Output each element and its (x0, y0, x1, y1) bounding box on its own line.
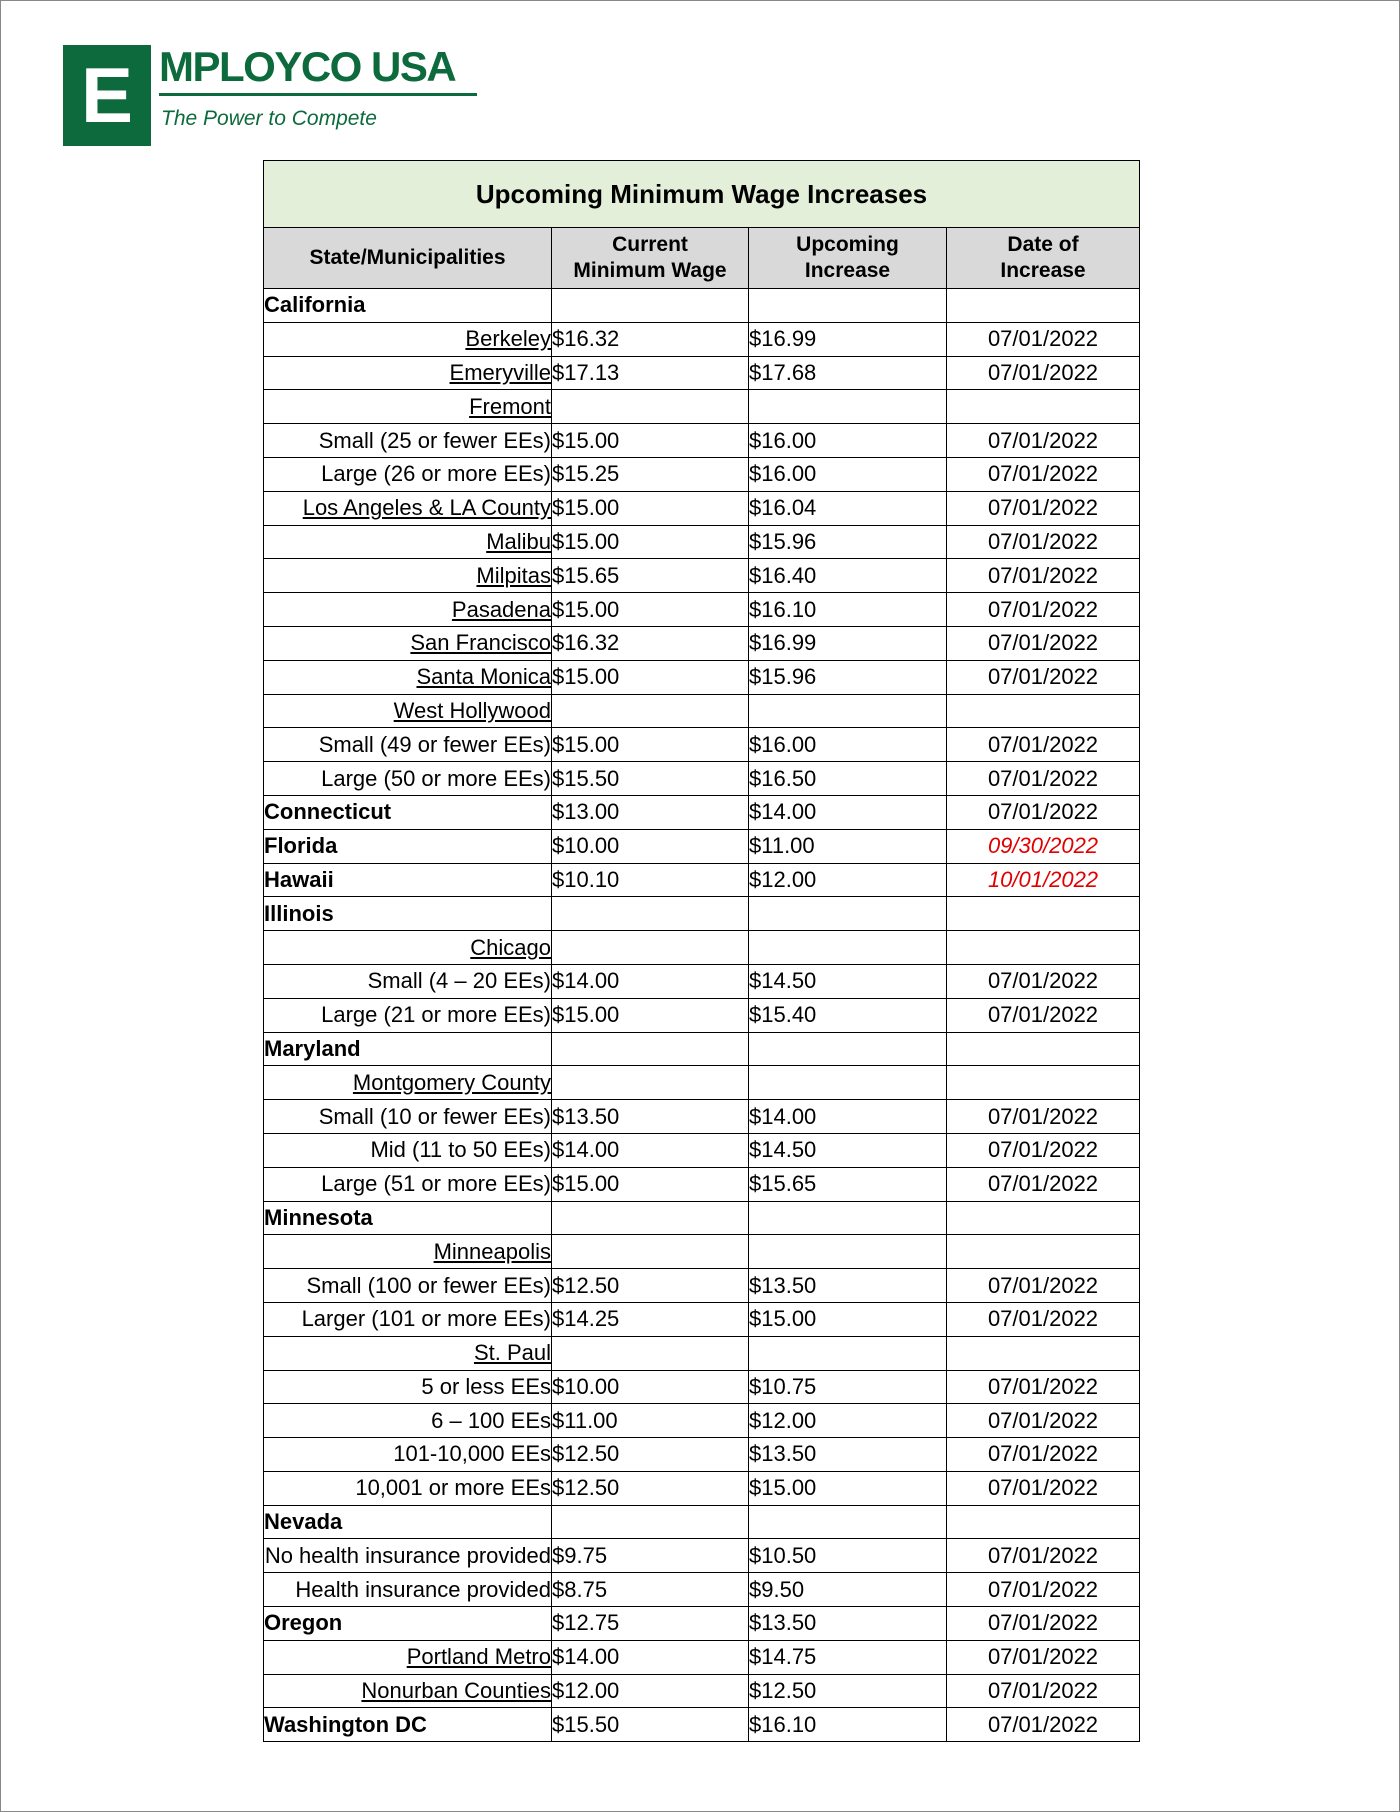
table-row (264, 1032, 1140, 1066)
location-cell (264, 931, 552, 965)
current-wage-cell: $11.00 (552, 1404, 749, 1438)
location-cell: Large (51 or more EEs) (264, 1167, 552, 1201)
table-row (264, 390, 1140, 424)
location-cell: 101-10,000 EEs (264, 1438, 552, 1472)
table-row (264, 1505, 1140, 1539)
increase-date-cell: 07/01/2022 (947, 1573, 1140, 1607)
location-label: Fremont (469, 393, 551, 419)
logo-wordmark: MPLOYCO USA (159, 43, 456, 90)
current-wage-cell: $14.00 (552, 964, 749, 998)
location-cell: Large (50 or more EEs) (264, 762, 552, 796)
location-cell (264, 525, 552, 559)
location-label: Milpitas (476, 562, 551, 588)
table-row (264, 795, 1140, 829)
location-cell (264, 559, 552, 593)
table-row (264, 829, 1140, 863)
table-row (264, 559, 1140, 593)
location-cell (264, 1336, 552, 1370)
increase-date-cell: 07/01/2022 (947, 1370, 1140, 1404)
upcoming-wage-cell: $17.68 (749, 356, 947, 390)
current-wage-cell: $10.00 (552, 829, 749, 863)
current-wage-cell (552, 931, 749, 965)
upcoming-wage-cell: $12.00 (749, 1404, 947, 1438)
increase-date-cell (947, 390, 1140, 424)
location-cell: Maryland (264, 1032, 552, 1066)
current-wage-cell (552, 1066, 749, 1100)
upcoming-wage-cell: $16.00 (749, 424, 947, 458)
column-header-upcoming: Upcoming Increase (749, 228, 947, 289)
table-row (264, 931, 1140, 965)
upcoming-wage-cell: $16.50 (749, 762, 947, 796)
current-wage-cell (552, 1505, 749, 1539)
table-row (264, 660, 1140, 694)
upcoming-wage-cell (749, 931, 947, 965)
location-cell (264, 1674, 552, 1708)
increase-date-cell: 07/01/2022 (947, 795, 1140, 829)
current-wage-cell (552, 1201, 749, 1235)
table-row (264, 1573, 1140, 1607)
upcoming-wage-cell: $12.00 (749, 863, 947, 897)
current-wage-cell: $15.00 (552, 424, 749, 458)
increase-date-cell (947, 1201, 1140, 1235)
current-wage-cell: $17.13 (552, 356, 749, 390)
upcoming-wage-cell: $16.00 (749, 728, 947, 762)
upcoming-wage-cell: $16.04 (749, 491, 947, 525)
current-wage-cell (552, 1032, 749, 1066)
current-wage-cell: $15.00 (552, 660, 749, 694)
current-wage-cell: $12.50 (552, 1269, 749, 1303)
location-cell (264, 1066, 552, 1100)
location-label: St. Paul (473, 1340, 551, 1366)
location-cell (264, 1235, 552, 1269)
upcoming-wage-cell: $14.75 (749, 1640, 947, 1674)
current-wage-cell: $12.75 (552, 1607, 749, 1641)
table-row (264, 1438, 1140, 1472)
upcoming-wage-cell (749, 1201, 947, 1235)
current-wage-cell: $16.32 (552, 626, 749, 660)
location-label: Berkeley (465, 326, 551, 352)
upcoming-wage-cell: $13.50 (749, 1607, 947, 1641)
current-wage-cell (552, 390, 749, 424)
table-row (264, 1269, 1140, 1303)
upcoming-wage-cell: $13.50 (749, 1438, 947, 1472)
current-wage-cell: $15.00 (552, 1167, 749, 1201)
upcoming-wage-cell: $14.50 (749, 1133, 947, 1167)
increase-date-cell: 07/01/2022 (947, 525, 1140, 559)
current-wage-cell: $15.50 (552, 762, 749, 796)
current-wage-cell (552, 694, 749, 728)
table-row (264, 1471, 1140, 1505)
upcoming-wage-cell: $13.50 (749, 1269, 947, 1303)
location-cell (264, 660, 552, 694)
increase-date-cell: 07/01/2022 (947, 1100, 1140, 1134)
current-wage-cell: $15.00 (552, 728, 749, 762)
logo-divider (159, 93, 477, 96)
upcoming-wage-cell: $15.96 (749, 525, 947, 559)
table-row (264, 1539, 1140, 1573)
logo-initial: E (80, 51, 134, 139)
location-cell: Small (49 or fewer EEs) (264, 728, 552, 762)
increase-date-cell: 07/01/2022 (947, 1674, 1140, 1708)
location-cell (264, 1640, 552, 1674)
increase-date-cell: 07/01/2022 (947, 1302, 1140, 1336)
table-row (264, 1708, 1140, 1742)
increase-date-cell (947, 897, 1140, 931)
upcoming-wage-cell: $15.96 (749, 660, 947, 694)
upcoming-wage-cell: $14.00 (749, 1100, 947, 1134)
upcoming-wage-cell: $16.40 (749, 559, 947, 593)
increase-date-cell: 07/01/2022 (947, 728, 1140, 762)
table-row (264, 1404, 1140, 1438)
location-cell: 10,001 or more EEs (264, 1471, 552, 1505)
location-cell (264, 356, 552, 390)
table-row (264, 1100, 1140, 1134)
upcoming-wage-cell: $16.99 (749, 322, 947, 356)
location-label: West Hollywood (393, 697, 551, 723)
upcoming-wage-cell: $16.00 (749, 457, 947, 491)
column-header-date: Date of Increase (947, 228, 1140, 289)
table-row (264, 998, 1140, 1032)
location-cell: Oregon (264, 1607, 552, 1641)
table-row (264, 525, 1140, 559)
increase-date-cell: 07/01/2022 (947, 1133, 1140, 1167)
location-cell (264, 626, 552, 660)
current-wage-cell: $14.25 (552, 1302, 749, 1336)
current-wage-cell (552, 1235, 749, 1269)
increase-date-cell: 07/01/2022 (947, 356, 1140, 390)
location-cell: Small (4 – 20 EEs) (264, 964, 552, 998)
table-row (264, 1674, 1140, 1708)
current-wage-cell: $15.00 (552, 491, 749, 525)
table-row (264, 1167, 1140, 1201)
increase-date-cell: 07/01/2022 (947, 660, 1140, 694)
increase-date-cell: 07/01/2022 (947, 1640, 1140, 1674)
increase-date-cell (947, 931, 1140, 965)
table-row (264, 1640, 1140, 1674)
location-cell: Small (10 or fewer EEs) (264, 1100, 552, 1134)
table-row (264, 728, 1140, 762)
increase-date-cell: 07/01/2022 (947, 424, 1140, 458)
current-wage-cell: $15.65 (552, 559, 749, 593)
location-cell: Florida (264, 829, 552, 863)
upcoming-wage-cell (749, 1235, 947, 1269)
location-cell: 6 – 100 EEs (264, 1404, 552, 1438)
upcoming-wage-cell: $14.00 (749, 795, 947, 829)
increase-date-cell: 07/01/2022 (947, 1708, 1140, 1742)
table-body (264, 289, 1140, 1742)
table-row (264, 491, 1140, 525)
table-row (264, 694, 1140, 728)
table-row (264, 762, 1140, 796)
location-cell: Larger (101 or more EEs) (264, 1302, 552, 1336)
table-row (264, 1302, 1140, 1336)
location-cell: Minnesota (264, 1201, 552, 1235)
table-row (264, 1133, 1140, 1167)
current-wage-cell: $13.50 (552, 1100, 749, 1134)
upcoming-wage-cell: $15.65 (749, 1167, 947, 1201)
location-cell (264, 390, 552, 424)
location-cell: Connecticut (264, 795, 552, 829)
current-wage-cell: $15.50 (552, 1708, 749, 1742)
location-cell: Large (26 or more EEs) (264, 457, 552, 491)
increase-date-cell: 07/01/2022 (947, 1539, 1140, 1573)
increase-date-cell (947, 694, 1140, 728)
increase-date-cell (947, 289, 1140, 323)
minimum-wage-table (263, 160, 1140, 1742)
current-wage-cell: $15.00 (552, 525, 749, 559)
upcoming-wage-cell (749, 1066, 947, 1100)
location-cell: Small (100 or fewer EEs) (264, 1269, 552, 1303)
location-label: Pasadena (451, 596, 551, 622)
increase-date-cell: 07/01/2022 (947, 1167, 1140, 1201)
upcoming-wage-cell: $16.10 (749, 593, 947, 627)
table-row (264, 289, 1140, 323)
current-wage-cell: $14.00 (552, 1640, 749, 1674)
increase-date-cell: 07/01/2022 (947, 998, 1140, 1032)
upcoming-wage-cell: $9.50 (749, 1573, 947, 1607)
upcoming-wage-cell: $12.50 (749, 1674, 947, 1708)
table-row (264, 897, 1140, 931)
current-wage-cell: $12.00 (552, 1674, 749, 1708)
table-row (264, 424, 1140, 458)
location-cell (264, 694, 552, 728)
table-row (264, 457, 1140, 491)
upcoming-wage-cell: $16.10 (749, 1708, 947, 1742)
upcoming-wage-cell (749, 1032, 947, 1066)
current-wage-cell (552, 897, 749, 931)
current-wage-cell (552, 1336, 749, 1370)
location-cell (264, 491, 552, 525)
table-row (264, 1235, 1140, 1269)
location-cell: Hawaii (264, 863, 552, 897)
increase-date-cell: 07/01/2022 (947, 1607, 1140, 1641)
current-wage-cell: $9.75 (552, 1539, 749, 1573)
table-row (264, 1066, 1140, 1100)
location-cell: 5 or less EEs (264, 1370, 552, 1404)
employco-logo (63, 45, 483, 147)
location-label: Malibu (486, 528, 551, 554)
current-wage-cell: $12.50 (552, 1438, 749, 1472)
table-row (264, 1370, 1140, 1404)
table-row (264, 1607, 1140, 1641)
increase-date-cell: 07/01/2022 (947, 1269, 1140, 1303)
current-wage-cell: $10.00 (552, 1370, 749, 1404)
upcoming-wage-cell: $16.99 (749, 626, 947, 660)
current-wage-cell (552, 289, 749, 323)
location-label: Chicago (470, 934, 551, 960)
current-wage-cell: $15.00 (552, 593, 749, 627)
increase-date-cell: 07/01/2022 (947, 1438, 1140, 1472)
upcoming-wage-cell (749, 390, 947, 424)
current-wage-cell: $10.10 (552, 863, 749, 897)
upcoming-wage-cell: $15.40 (749, 998, 947, 1032)
table-row (264, 356, 1140, 390)
upcoming-wage-cell: $15.00 (749, 1302, 947, 1336)
table-row (264, 626, 1140, 660)
upcoming-wage-cell: $11.00 (749, 829, 947, 863)
upcoming-wage-cell (749, 1336, 947, 1370)
current-wage-cell: $12.50 (552, 1471, 749, 1505)
upcoming-wage-cell: $15.00 (749, 1471, 947, 1505)
location-label: Portland Metro (406, 1644, 551, 1670)
increase-date-cell (947, 1336, 1140, 1370)
table-row (264, 863, 1140, 897)
increase-date-cell: 07/01/2022 (947, 1471, 1140, 1505)
logo-mark (63, 45, 151, 146)
increase-date-cell: 07/01/2022 (947, 626, 1140, 660)
location-cell: Large (21 or more EEs) (264, 998, 552, 1032)
increase-date-cell: 07/01/2022 (947, 491, 1140, 525)
location-label: Minneapolis (433, 1238, 551, 1264)
table-row (264, 322, 1140, 356)
location-label: San Francisco (410, 630, 551, 656)
table-title: Upcoming Minimum Wage Increases (264, 161, 1140, 228)
current-wage-cell: $16.32 (552, 322, 749, 356)
upcoming-wage-cell (749, 1505, 947, 1539)
location-label: Emeryville (449, 359, 551, 385)
table-row (264, 1336, 1140, 1370)
increase-date-cell: 07/01/2022 (947, 457, 1140, 491)
upcoming-wage-cell (749, 289, 947, 323)
increase-date-cell: 07/01/2022 (947, 322, 1140, 356)
location-cell: California (264, 289, 552, 323)
increase-date-cell: 07/01/2022 (947, 762, 1140, 796)
increase-date-cell (947, 1235, 1140, 1269)
table-row (264, 1201, 1140, 1235)
increase-date-cell: 07/01/2022 (947, 559, 1140, 593)
location-cell: Washington DC (264, 1708, 552, 1742)
column-header-state: State/Municipalities (264, 228, 552, 289)
logo-tagline: The Power to Compete (161, 107, 377, 130)
upcoming-wage-cell: $10.75 (749, 1370, 947, 1404)
current-wage-cell: $15.25 (552, 457, 749, 491)
location-cell (264, 593, 552, 627)
current-wage-cell: $8.75 (552, 1573, 749, 1607)
increase-date-cell: 10/01/2022 (947, 863, 1140, 897)
current-wage-cell: $14.00 (552, 1133, 749, 1167)
column-header-current: Current Minimum Wage (552, 228, 749, 289)
location-label: Los Angeles & LA County (302, 495, 551, 521)
increase-date-cell: 09/30/2022 (947, 829, 1140, 863)
location-cell: Illinois (264, 897, 552, 931)
upcoming-wage-cell: $14.50 (749, 964, 947, 998)
increase-date-cell: 07/01/2022 (947, 964, 1140, 998)
increase-date-cell: 07/01/2022 (947, 1404, 1140, 1438)
increase-date-cell (947, 1032, 1140, 1066)
current-wage-cell: $13.00 (552, 795, 749, 829)
upcoming-wage-cell (749, 694, 947, 728)
current-wage-cell: $15.00 (552, 998, 749, 1032)
location-cell: No health insurance provided (264, 1539, 552, 1573)
table-row (264, 593, 1140, 627)
location-cell (264, 322, 552, 356)
increase-date-cell (947, 1505, 1140, 1539)
increase-date-cell (947, 1066, 1140, 1100)
location-cell: Nevada (264, 1505, 552, 1539)
increase-date-cell: 07/01/2022 (947, 593, 1140, 627)
location-label: Nonurban Counties (361, 1678, 551, 1704)
location-label: Santa Monica (416, 664, 551, 690)
location-cell: Small (25 or fewer EEs) (264, 424, 552, 458)
upcoming-wage-cell: $10.50 (749, 1539, 947, 1573)
upcoming-wage-cell (749, 897, 947, 931)
location-cell: Health insurance provided (264, 1573, 552, 1607)
table-header-row (264, 228, 1140, 289)
table-row (264, 964, 1140, 998)
location-cell: Mid (11 to 50 EEs) (264, 1133, 552, 1167)
location-label: Montgomery County (352, 1069, 551, 1095)
